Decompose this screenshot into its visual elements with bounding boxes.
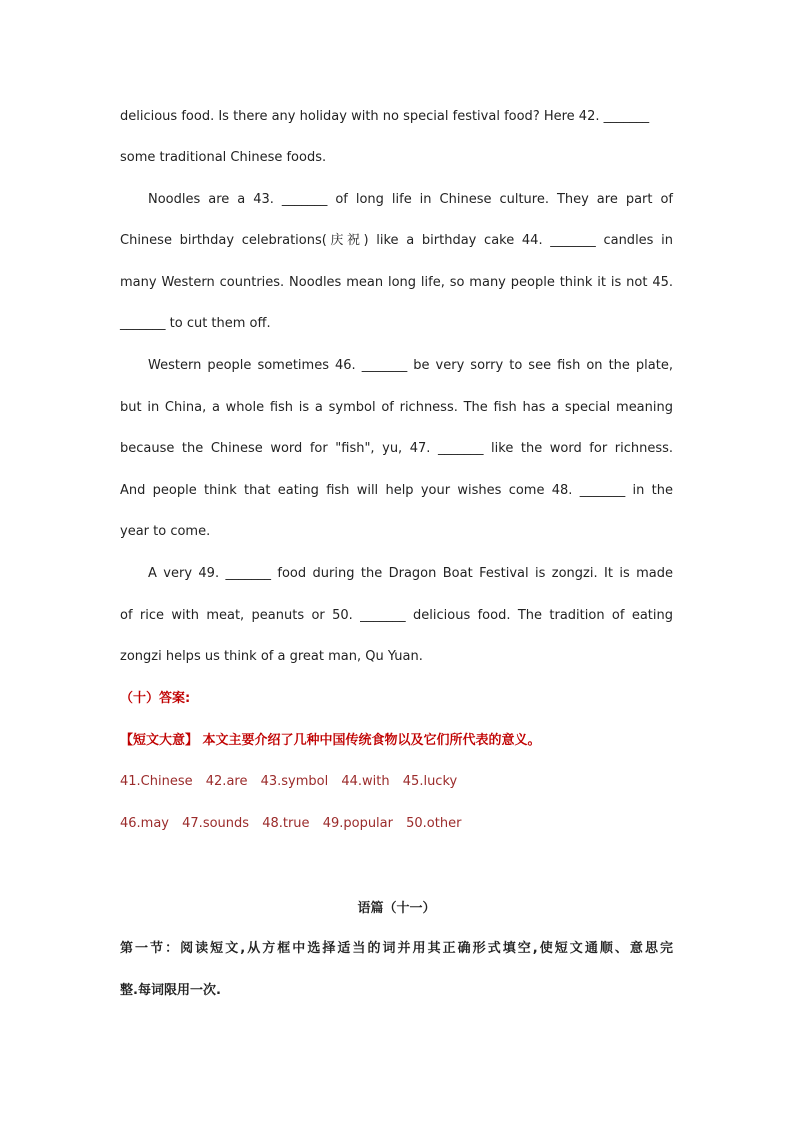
passage-line: Noodles are a 43. _______ of long life in Chinese culture. They are part of — [148, 192, 673, 207]
passage-line: zongzi helps us think of a great man, Qu Yuan. — [120, 649, 423, 664]
answer-row-1 — [120, 773, 673, 791]
passage-line: Chinese birthday celebrations(庆祝) like a birthday cake 44. _______ candles in — [120, 233, 673, 248]
passage-line: delicious food. Is there any holiday with no special festival food? Here 42. _______ — [120, 109, 650, 124]
section-title: 语篇（十一） — [357, 901, 436, 916]
answer-item: 46.may — [120, 816, 169, 831]
section-instruction-line: 整.每词限用一次. — [120, 983, 221, 998]
answer-item: 50.other — [406, 816, 462, 831]
passage-line: A very 49. _______ food during the Dragon Boat Festival is zongzi. It is made — [148, 566, 673, 581]
passage-line: year to come. — [120, 524, 211, 539]
passage-line: of rice with meat, peanuts or 50. _______ delicious food. The tradition of eating — [120, 608, 673, 623]
answer-item: 48.true — [262, 816, 310, 831]
passage-line: And people think that eating fish will help your wishes come 48. _______ in the — [120, 483, 673, 498]
passage-line: because the Chinese word for "fish", yu, 47. _______ like the word for richness. — [120, 441, 673, 456]
answer-row-2 — [120, 815, 673, 833]
passage-line: some traditional Chinese foods. — [120, 150, 327, 165]
answer-heading: （十）答案: — [120, 691, 191, 706]
answer-item: 47.sounds — [182, 816, 250, 831]
passage-line: Western people sometimes 46. _______ be very sorry to see fish on the plate, — [148, 358, 673, 373]
answer-item: 41.Chinese — [120, 774, 193, 789]
passage-line: but in China, a whole fish is a symbol of richness. The fish has a special meaning — [120, 400, 673, 415]
section-instruction-line: 第一节：阅读短文,从方框中选择适当的词并用其正确形式填空,使短文通顺、意思完 — [120, 941, 673, 956]
answer-item: 43.symbol — [260, 774, 329, 789]
answer-item: 42.are — [205, 774, 248, 789]
passage-line: _______ to cut them off. — [120, 316, 271, 331]
answer-item: 49.popular — [322, 816, 393, 831]
passage-line: many Western countries. Noodles mean long life, so many people think it is not 45. — [120, 275, 673, 290]
answer-item: 45.lucky — [402, 774, 458, 789]
answer-item: 44.with — [341, 774, 390, 789]
answer-summary: 【短文大意】 本文主要介绍了几种中国传统食物以及它们所代表的意义。 — [120, 733, 541, 748]
